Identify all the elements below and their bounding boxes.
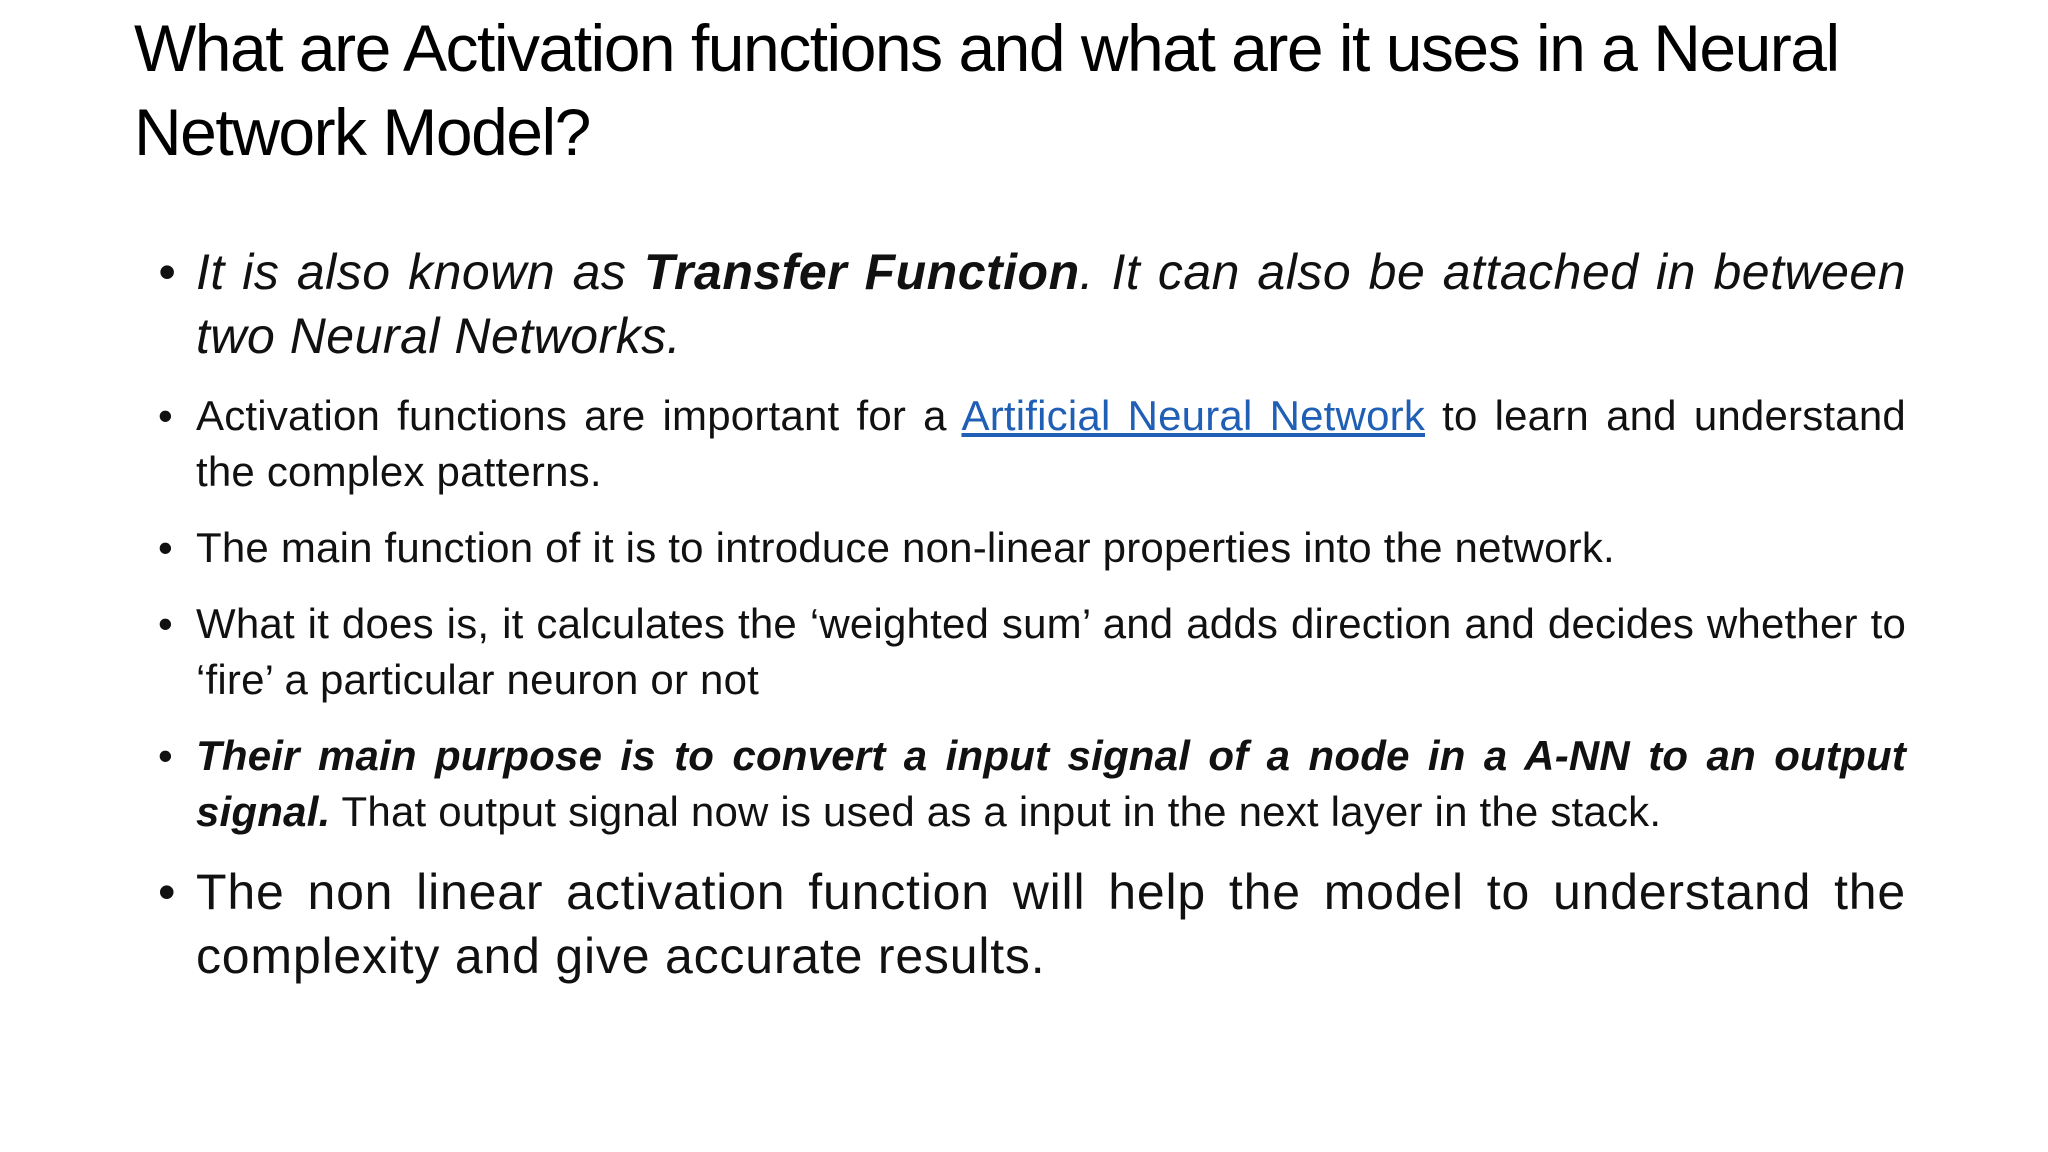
bullet-text: . It can also be attached in between two Neural Networks.: [196, 244, 1907, 364]
bullet-text: to learn and understand the complex patterns.: [196, 392, 1906, 495]
bullet-list: [150, 240, 1906, 988]
bullet-dot: •: [158, 732, 173, 779]
artificial-neural-network-link[interactable]: Artificial Neural Network: [961, 392, 1426, 439]
bullet-bold-term: Transfer Function: [643, 244, 1080, 300]
bullet-text: What it does is, it calculates the ‘weighted sum’ and adds direction and decides whether to ‘fire’ a particular neuron or not: [196, 600, 1906, 703]
bullet-item-weighted-sum: [150, 596, 1906, 708]
bullet-item-transfer-function: [150, 240, 1906, 368]
bullet-dot: •: [158, 392, 173, 439]
bullet-text: It is also known as: [196, 244, 644, 300]
bullet-dot: •: [158, 524, 173, 571]
bullet-item-main-function: [150, 520, 1906, 576]
bullet-item-non-linear: [150, 860, 1906, 988]
bullet-text: The main function of it is to introduce non-linear properties into the network.: [196, 524, 1615, 571]
bullet-item-main-purpose: [150, 728, 1906, 840]
bullet-item-importance: [150, 388, 1906, 500]
bullet-text: The non linear activation function will help the model to understand the complexity and give accurate results.: [196, 864, 1906, 984]
bullet-text: Activation functions are important for a: [196, 392, 962, 439]
bullet-bold-italic-text: Their main purpose is to convert a input signal of a node in a A-NN to an output signal.: [196, 732, 1906, 835]
bullet-dot: •: [158, 600, 173, 647]
bullet-dot: •: [158, 244, 177, 300]
bullet-dot: •: [158, 864, 177, 920]
bullet-text: That output signal now is used as a input in the next layer in the stack.: [330, 788, 1662, 835]
slide-title: What are Activation functions and what are it uses in a Neural Network Model?: [134, 11, 1839, 169]
